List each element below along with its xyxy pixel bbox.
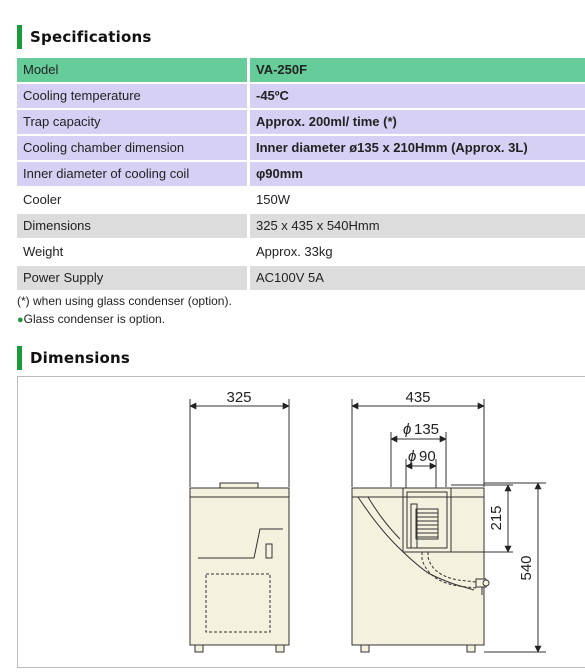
spec-value: Approx. 33kg (250, 240, 585, 264)
spec-row (17, 84, 585, 108)
specifications-title: Specifications (30, 28, 152, 46)
option-note-text: Glass condenser is option. (23, 312, 166, 326)
spec-value: Inner diameter ø135 x 210Hmm (Approx. 3L) (250, 136, 585, 160)
spec-label: Power Supply (17, 266, 247, 290)
cooling-coil-icon (416, 509, 438, 539)
spec-label: Dimensions (17, 214, 247, 238)
width-label: 325 (226, 389, 252, 406)
depth-label: 435 (405, 389, 431, 406)
side-view (352, 399, 546, 652)
front-body (190, 497, 289, 645)
spec-value: AC100V 5A (250, 266, 585, 290)
spec-value: 150W (250, 188, 585, 212)
specifications-table (17, 56, 585, 292)
spec-value: φ90mm (250, 162, 585, 186)
spec-row (17, 162, 585, 186)
spec-value: Approx. 200ml/ time (*) (250, 110, 585, 134)
spec-label: Inner diameter of cooling coil (17, 162, 247, 186)
spec-label: Cooling chamber dimension (17, 136, 247, 160)
spec-value: 325 x 435 x 540Hmm (250, 214, 585, 238)
spec-row (17, 266, 585, 290)
spec-row (17, 214, 585, 238)
spec-label: Model (17, 58, 247, 82)
specifications-heading (17, 25, 151, 49)
spec-row (17, 240, 585, 264)
front-view (190, 399, 289, 652)
coil-diameter-label: 90 (419, 448, 436, 465)
dimension-drawing (17, 376, 585, 668)
spec-label: Weight (17, 240, 247, 264)
spec-label: Cooler (17, 188, 247, 212)
option-note (17, 312, 165, 326)
spec-row (17, 136, 585, 160)
spec-row (17, 110, 585, 134)
spec-row (17, 58, 585, 82)
spec-label: Trap capacity (17, 110, 247, 134)
glass-condenser-footnote: (*) when using glass condenser (option). (17, 294, 232, 308)
height-label: 540 (518, 555, 535, 581)
chamber-diameter-symbol: ϕ (403, 421, 412, 438)
coil-diameter-symbol: ϕ (408, 448, 417, 465)
dimension-drawing-svg (18, 377, 585, 669)
spec-label: Cooling temperature (17, 84, 247, 108)
chamber-diameter-label: 135 (414, 421, 440, 438)
heading-accent-bar (17, 25, 22, 49)
spec-value: -45ºC (250, 84, 585, 108)
bullet-icon: ● (17, 314, 24, 326)
spec-value: VA-250F (250, 58, 585, 82)
dimensions-title: Dimensions (30, 349, 131, 367)
heading-accent-bar (17, 346, 22, 370)
spec-row (17, 188, 585, 212)
dimensions-heading (17, 346, 130, 370)
chamber-height-label: 215 (488, 505, 505, 531)
